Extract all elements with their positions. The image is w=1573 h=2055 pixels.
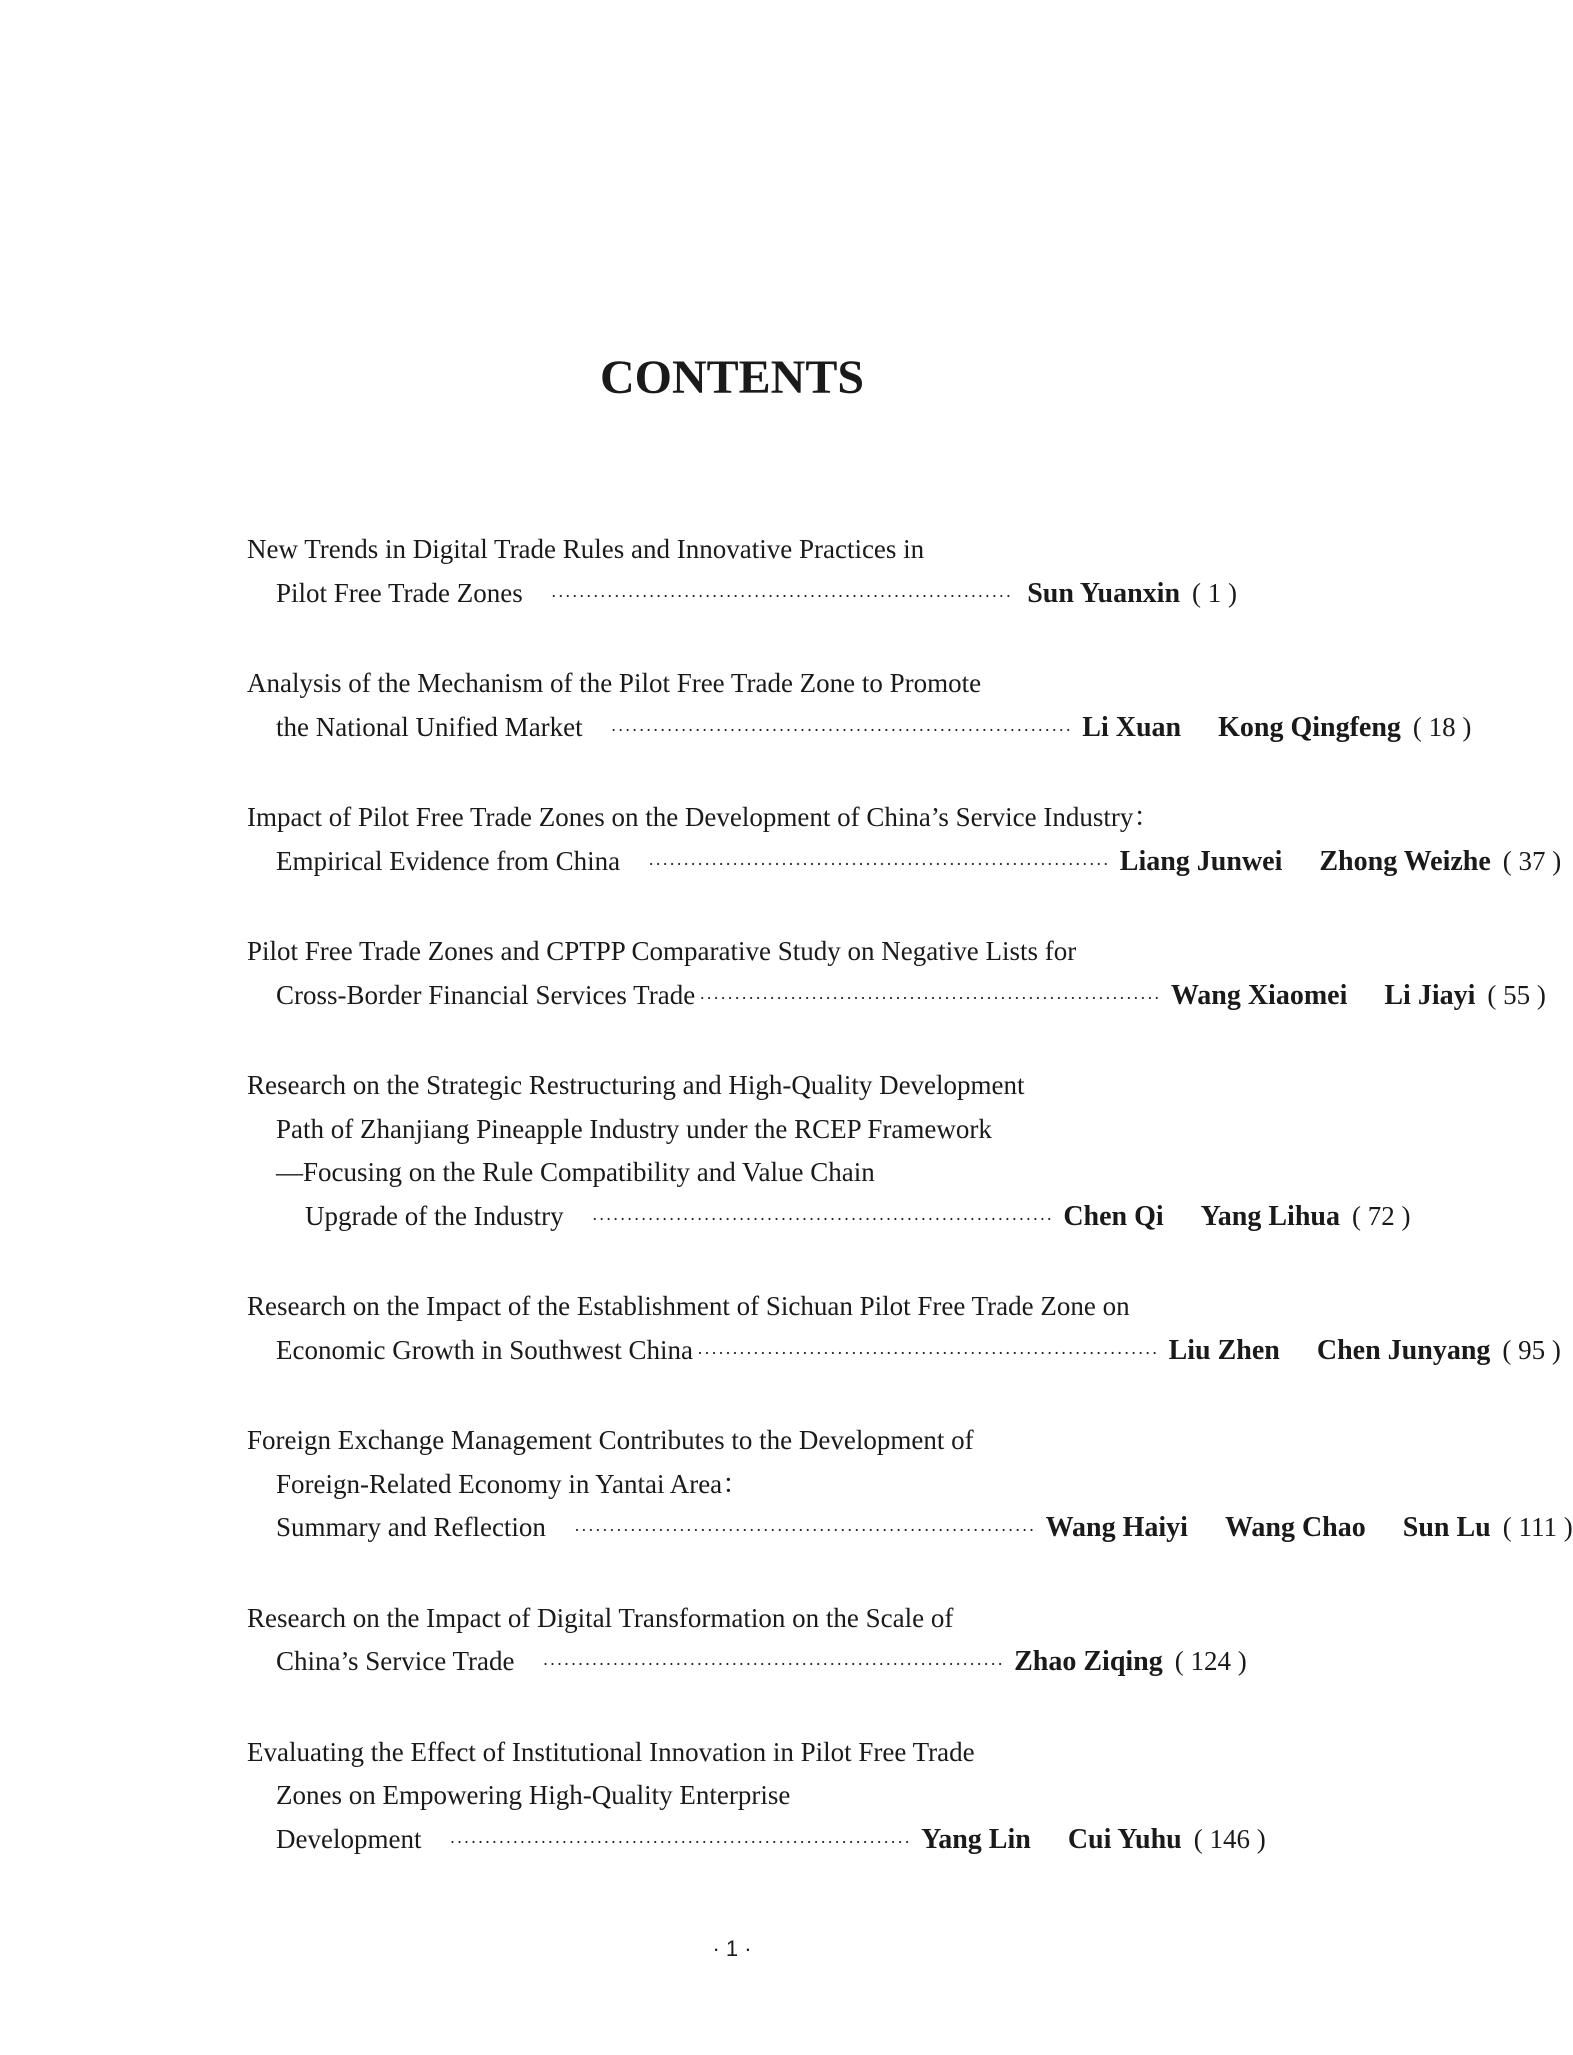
- entry-last-line: [247, 840, 1562, 887]
- toc-entry: [247, 1597, 1247, 1687]
- entry-authors: [1082, 706, 1401, 750]
- author-name: Zhao Ziqing: [1014, 1646, 1163, 1677]
- author-name: Liu Zhen: [1168, 1334, 1280, 1366]
- toc-entry: [247, 796, 1562, 886]
- author-name: Wang Chao: [1224, 1512, 1366, 1543]
- entry-title-line: Analysis of the Mechanism of the Pilot Free Trade Zone to Promote: [247, 668, 982, 698]
- dot-leader: ··································································: [699, 987, 1161, 1008]
- entry-last-line: [247, 1329, 1561, 1376]
- dot-leader: ··································································: [610, 719, 1073, 740]
- entry-page-number: ( 55 ): [1487, 979, 1546, 1010]
- author-name: Zhong Weizhe: [1319, 845, 1491, 877]
- entry-title-line: Evaluating the Effect of Institutional Innovation in Pilot Free Trade: [247, 1736, 975, 1767]
- entry-title-line: Zones on Empowering High-Quality Enterprise: [276, 1780, 791, 1810]
- entry-title-line: Path of Zhanjiang Pineapple Industry under the RCEP Framework: [276, 1113, 992, 1144]
- dot-leader: ··································································: [550, 585, 1013, 606]
- entry-title-line: Development: [276, 1823, 422, 1854]
- entry-title-line: Summary and Reflection: [276, 1512, 546, 1542]
- entry-authors: [1171, 974, 1476, 1018]
- toc-entry: [247, 1419, 1573, 1553]
- entry-page-number: ( 146 ): [1193, 1823, 1266, 1854]
- entry-last-line: [247, 1195, 1411, 1242]
- entry-page-number: ( 37 ): [1502, 845, 1562, 876]
- entry-title-line: Research on the Impact of the Establishment of Sichuan Pilot Free Trade Zone on: [247, 1291, 1130, 1321]
- entry-last-line: [247, 706, 1472, 753]
- dot-leader: ··································································: [648, 853, 1110, 874]
- author-name: Sun Lu: [1402, 1512, 1491, 1543]
- entry-title-line: Upgrade of the Industry: [305, 1200, 564, 1231]
- toc-entry: [247, 930, 1546, 1020]
- author-name: Kong Qingfeng: [1218, 711, 1401, 743]
- toc-entry: [247, 528, 1237, 618]
- toc-entry: [247, 1064, 1411, 1241]
- dot-leader: ··································································: [573, 1520, 1036, 1540]
- entry-title-line: New Trends in Digital Trade Rules and Innovative Practices in: [247, 534, 925, 564]
- author-name: Yang Lin: [921, 1823, 1031, 1855]
- entry-authors: [1027, 572, 1180, 616]
- entry-title-line: Research on the Impact of Digital Transformation on the Scale of: [247, 1602, 954, 1633]
- toc-entry: [247, 662, 1472, 752]
- author-name: Chen Qi: [1063, 1200, 1164, 1232]
- entry-page-number: ( 72 ): [1351, 1200, 1411, 1231]
- entry-authors: [1014, 1640, 1163, 1684]
- entry-title-line: Empirical Evidence from China: [276, 845, 621, 876]
- author-name: Yang Lihua: [1200, 1200, 1340, 1232]
- entry-title-line: Research on the Strategic Restructuring and High-Quality Development: [247, 1070, 1025, 1100]
- entry-title-line: Pilot Free Trade Zones and CPTPP Comparative Study on Negative Lists for: [247, 936, 1077, 966]
- entry-page-number: ( 111 ): [1502, 1512, 1573, 1542]
- entry-last-line: [247, 1818, 1266, 1865]
- entry-last-line: [247, 1640, 1247, 1687]
- entry-subtitle-line: —Focusing on the Rule Compatibility and Value Chain: [276, 1157, 875, 1187]
- entry-authors: [1063, 1195, 1340, 1239]
- entry-authors: [1120, 840, 1491, 884]
- entry-title-line: the National Unified Market: [276, 711, 583, 742]
- author-name: Chen Junyang: [1316, 1334, 1491, 1366]
- author-name: Liang Junwei: [1119, 845, 1283, 877]
- page-title: CONTENTS: [599, 351, 865, 404]
- author-name: Li Jiayi: [1384, 979, 1476, 1011]
- entry-last-line: [247, 572, 1237, 619]
- author-name: Sun Yuanxin: [1027, 577, 1181, 609]
- entry-authors: [1046, 1506, 1491, 1550]
- page-number: · 1 ·: [712, 1936, 752, 1961]
- entry-title-line: China’s Service Trade: [276, 1646, 515, 1676]
- entry-title-line: Pilot Free Trade Zones: [276, 577, 523, 608]
- entry-authors: [921, 1818, 1182, 1862]
- entry-title-line: Cross-Border Financial Services Trade: [276, 979, 696, 1010]
- entry-authors: [1169, 1329, 1491, 1373]
- entry-last-line: [247, 974, 1546, 1021]
- entry-page-number: ( 1 ): [1192, 577, 1237, 608]
- toc-entry: [247, 1285, 1561, 1375]
- entry-page-number: ( 95 ): [1502, 1334, 1561, 1365]
- dot-leader: ··································································: [542, 1654, 1005, 1674]
- table-of-contents: [247, 528, 1573, 1908]
- dot-leader: ··································································: [449, 1831, 912, 1852]
- toc-entry: [247, 1731, 1266, 1865]
- author-name: Wang Xiaomei: [1170, 979, 1348, 1011]
- entry-last-line: [247, 1506, 1573, 1553]
- entry-page-number: ( 18 ): [1412, 711, 1472, 742]
- entry-page-number: ( 124 ): [1174, 1646, 1247, 1676]
- dot-leader: ··································································: [591, 1208, 1054, 1229]
- entry-title-line: Economic Growth in Southwest China: [276, 1334, 693, 1365]
- entry-title-line: Impact of Pilot Free Trade Zones on the Development of China’s Service Industry：: [247, 802, 1161, 832]
- author-name: Cui Yuhu: [1067, 1823, 1182, 1855]
- author-name: Li Xuan: [1082, 711, 1182, 743]
- dot-leader: ··································································: [696, 1342, 1159, 1363]
- entry-title-line: Foreign-Related Economy in Yantai Area：: [276, 1468, 750, 1499]
- author-name: Wang Haiyi: [1045, 1512, 1188, 1543]
- entry-title-line: Foreign Exchange Management Contributes to the Development of: [247, 1425, 974, 1455]
